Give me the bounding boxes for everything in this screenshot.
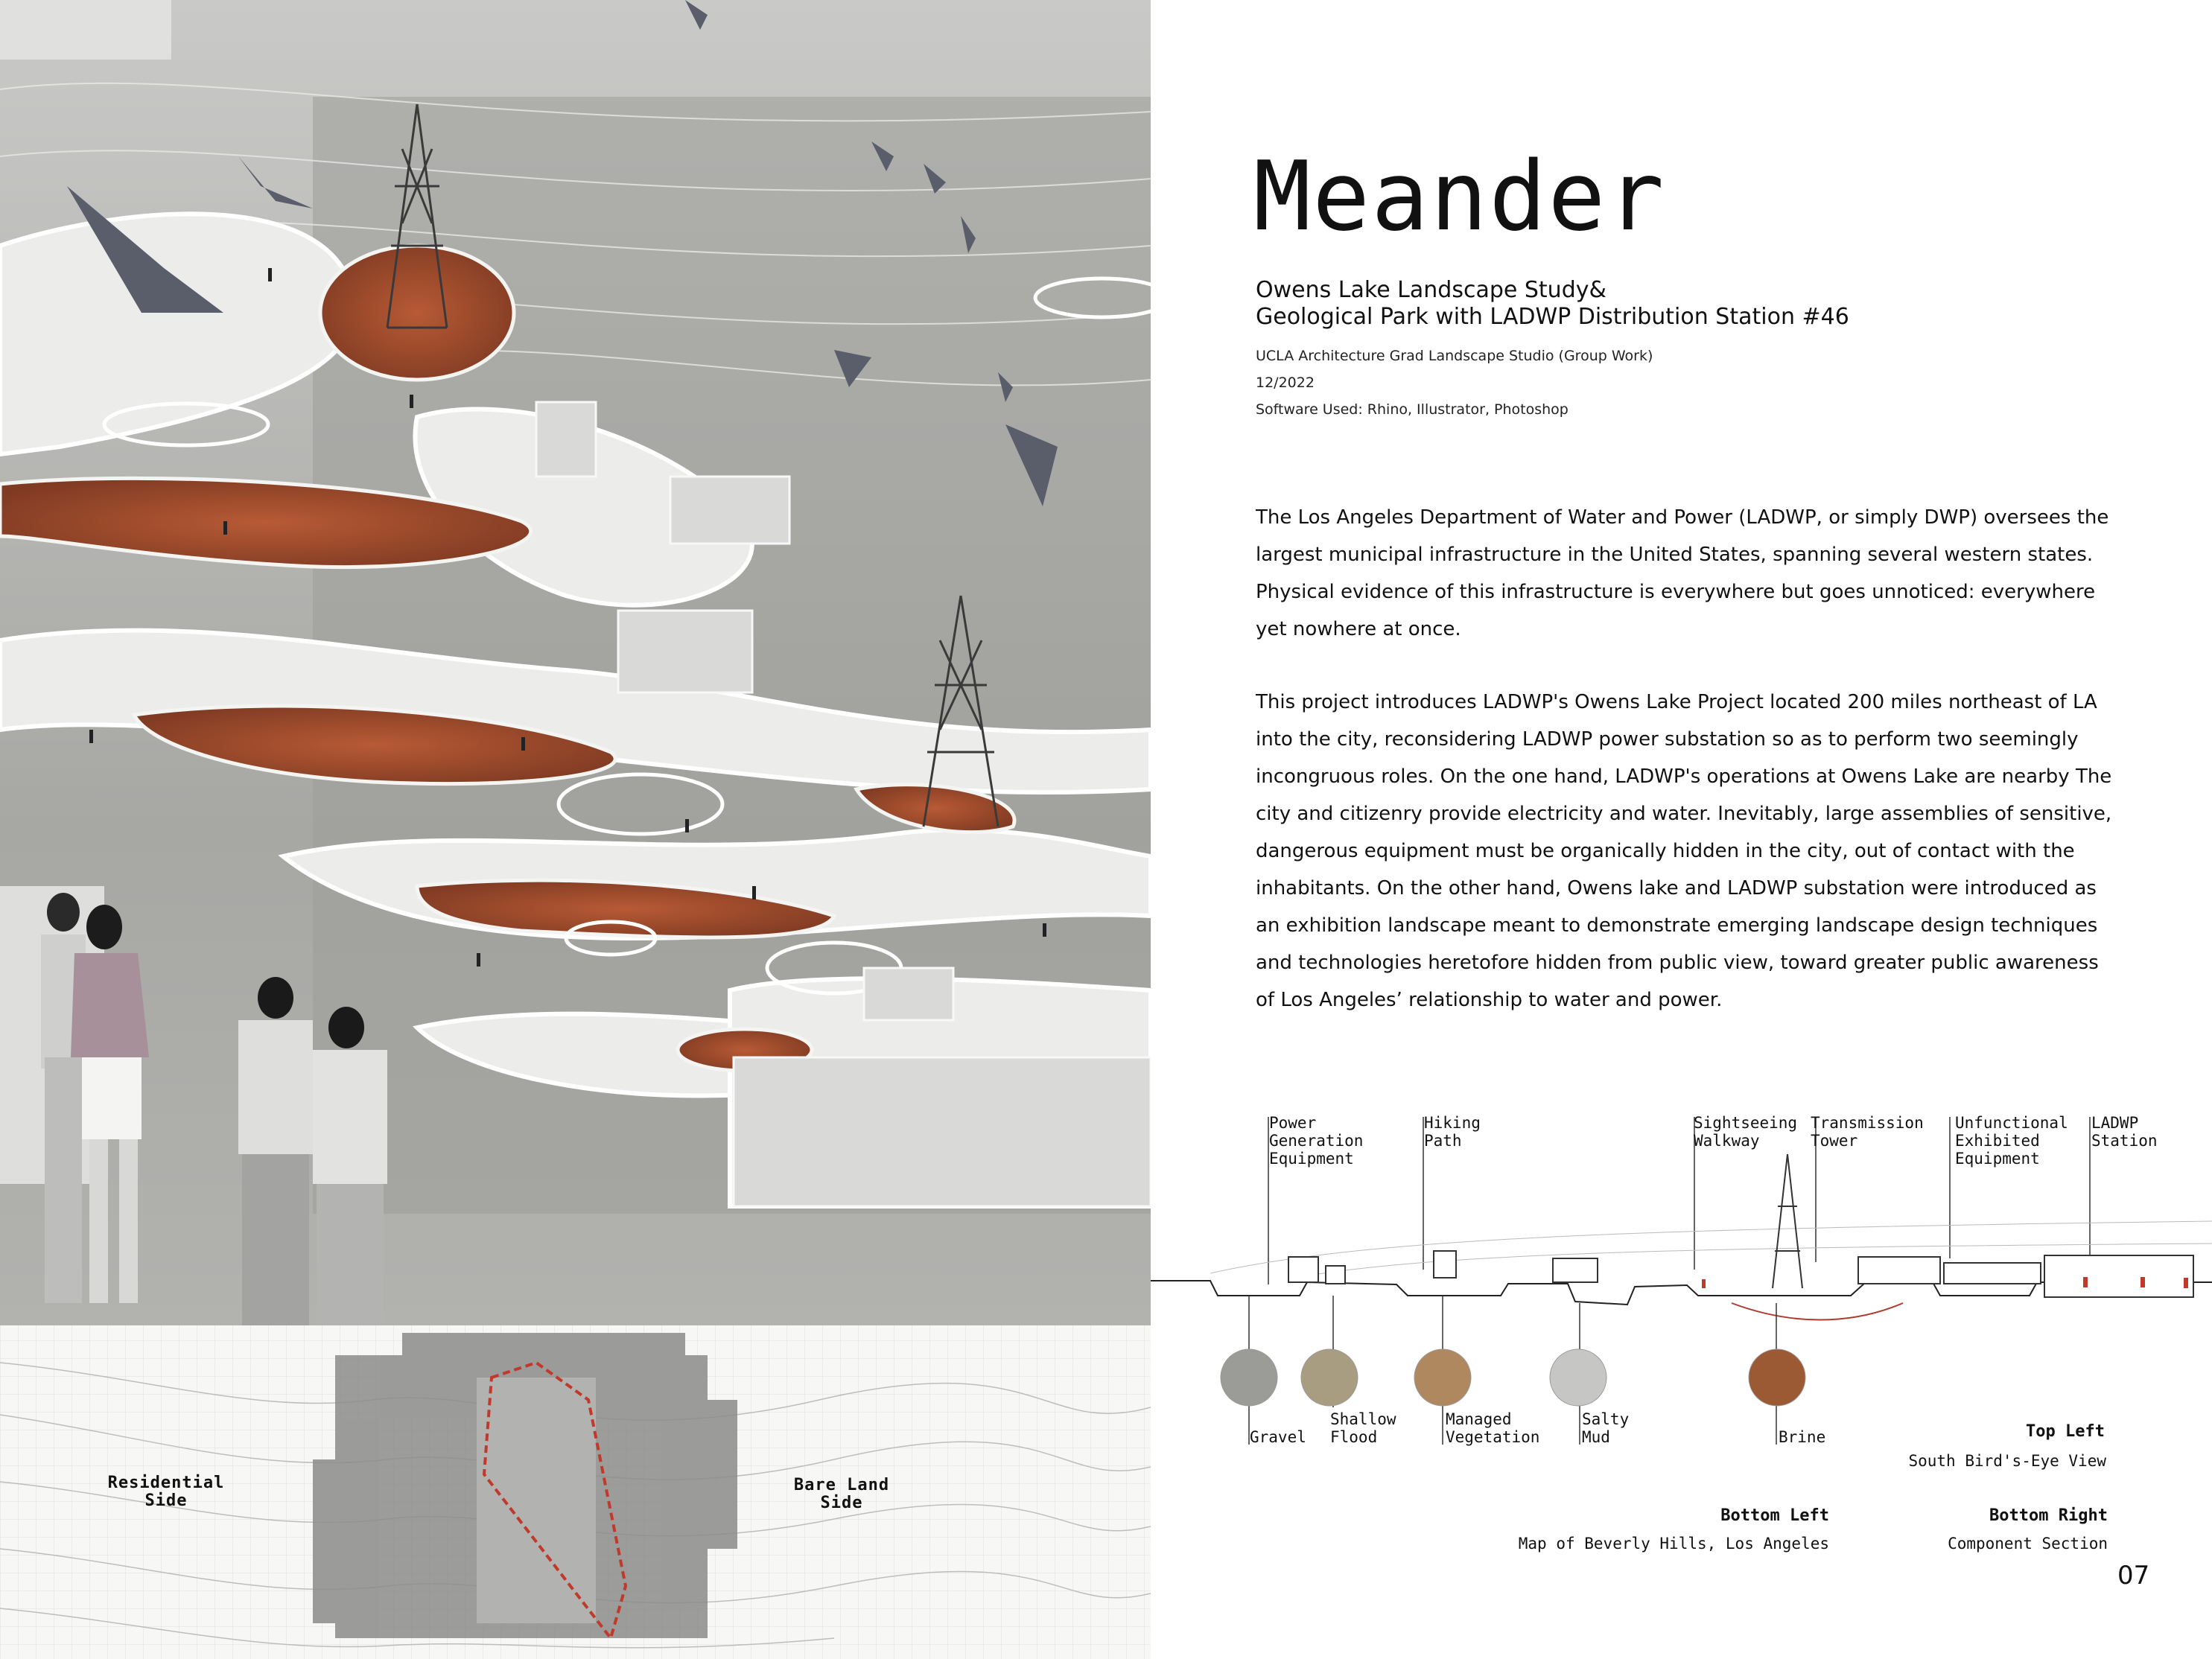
project-date: 12/2022 xyxy=(1256,375,1315,391)
body-paragraph-1: The Los Angeles Department of Water and Power (LADWP, or simply DWP) oversees the largest municipal infrastructure in the United States, spanning several western states. Physical evidence of this infrastructure is everywhere but goes unnoticed: everywhere yet nowhere at once. xyxy=(1256,506,2109,640)
label-ladwp-station: LADWP Station xyxy=(2091,1114,2158,1150)
label-hiking-path: Hiking Path xyxy=(1424,1114,1481,1150)
subtitle-line-1: Owens Lake Landscape Study& xyxy=(1256,277,1606,303)
project-title: Meander xyxy=(1253,141,1666,252)
material-salty-mud: Salty Mud xyxy=(1582,1410,1630,1446)
body-paragraph-2: This project introduces LADWP's Owens Lake Project located 200 miles northeast of LA into the city, reconsidering LADWP power substation so as to perform two seemingly incongruous roles. On the one hand, LADWP's operations at Owens Lake are nearby The city and citizenry provide electricity and water. Inevitably, large assemblies of sensitive, dangerous equipment must be organically hidden in the city, out of contact with the inhabitants. On the other hand, Owens lake and LADWP substation were introduced as an exhibition landscape meant to demonstrate emerging landscape design techniques and technologies heretofore hidden from public view, toward greater public awareness of Los Angeles’ relationship to water and power. xyxy=(1256,691,2112,1011)
page-number: 07 xyxy=(2117,1561,2150,1590)
map-label-bare-land: Bare Land Side xyxy=(793,1476,890,1512)
project-subtitle xyxy=(1256,277,2135,331)
caption-bottom-left-title: Bottom Left xyxy=(1720,1506,1829,1525)
material-gravel: Gravel xyxy=(1250,1428,1306,1446)
course-info: UCLA Architecture Grad Landscape Studio (Group Work) xyxy=(1256,348,1653,364)
caption-bottom-right-sub: Component Section xyxy=(1948,1535,2108,1553)
caption-top-left-sub: South Bird's-Eye View xyxy=(1908,1452,2106,1470)
label-sightseeing-walkway: Sightseeing Walkway xyxy=(1694,1114,1798,1150)
caption-top-left-title: Top Left xyxy=(2026,1422,2105,1441)
label-unfunctional-equipment: Unfunctional Exhibited Equipment xyxy=(1955,1114,2068,1168)
subtitle-line-2: Geological Park with LADWP Distribution Station #46 xyxy=(1256,304,1849,330)
caption-bottom-right-title: Bottom Right xyxy=(1989,1506,2108,1525)
software-used: Software Used: Rhino, Illustrator, Photoshop xyxy=(1256,401,1569,418)
material-managed-vegetation: Managed Vegetation xyxy=(1446,1410,1540,1446)
material-shallow-flood: Shallow Flood xyxy=(1330,1410,1396,1446)
caption-bottom-left-sub: Map of Beverly Hills, Los Angeles xyxy=(1518,1535,1829,1553)
material-brine: Brine xyxy=(1779,1428,1826,1446)
label-power-generation: Power Generation Equipment xyxy=(1269,1114,1364,1168)
map-label-residential: Residential Side xyxy=(107,1474,225,1510)
label-transmission-tower: Transmission Tower xyxy=(1811,1114,1924,1150)
